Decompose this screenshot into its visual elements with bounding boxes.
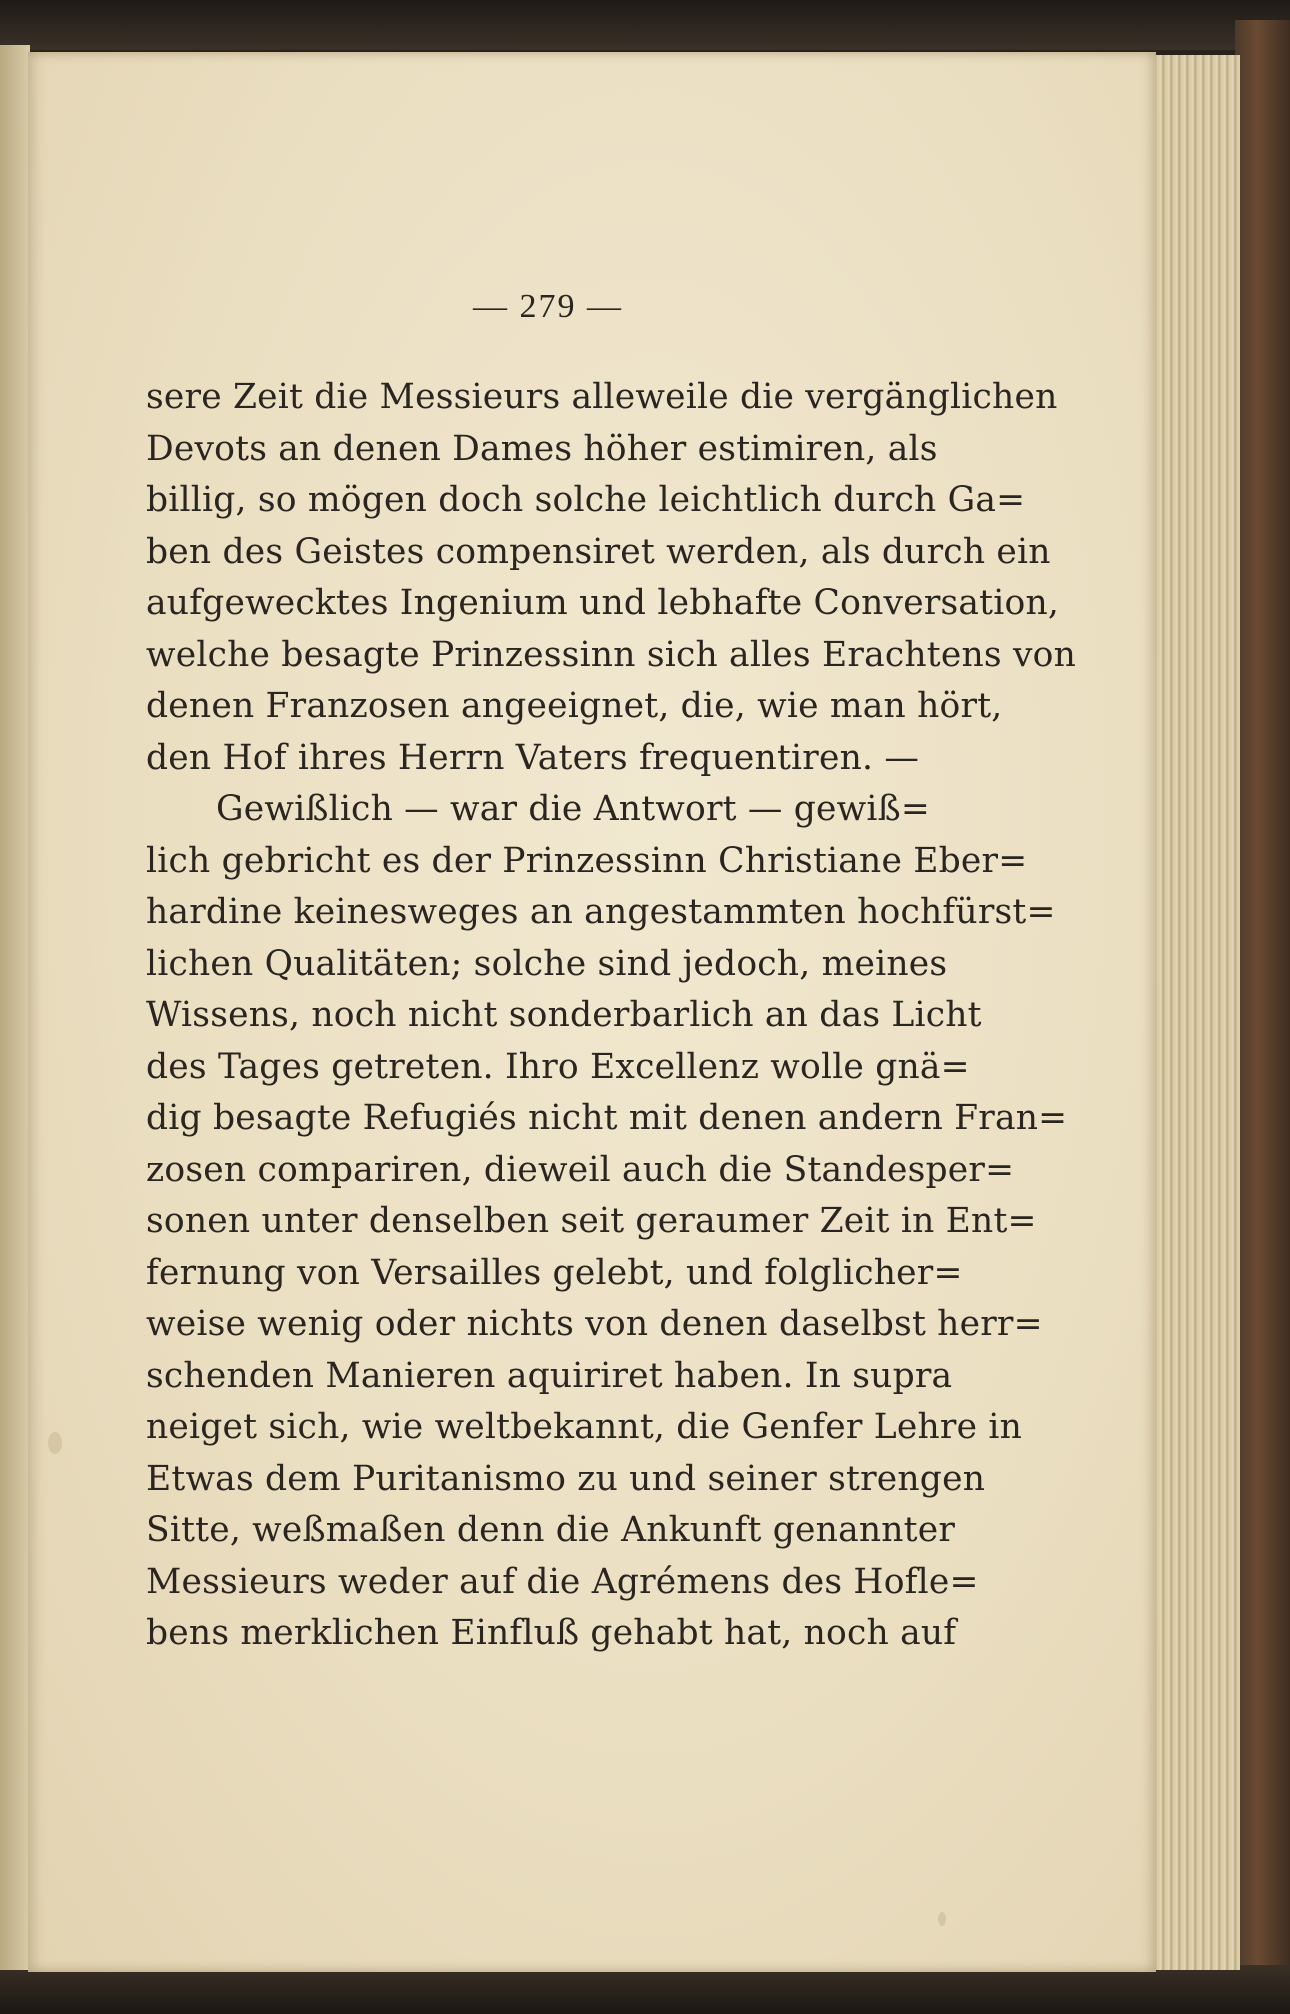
text-line: dig besagte Refugiés nicht mit denen andern Fran= <box>146 1098 1068 1138</box>
text-line: lich gebricht es der Prinzessinn Christiane Eber= <box>146 840 1028 881</box>
text-line: Sitte, weßmaßen denn die Ankunft genannter <box>146 1510 956 1550</box>
book-page <box>28 52 1156 1972</box>
book-cover-right <box>1235 20 1290 2014</box>
text-line: denen Franzosen angeeignet, die, wie man hört, <box>146 686 1003 726</box>
text-line: Messieurs weder auf die Agrémens des Hofle= <box>146 1561 979 1602</box>
page-edges <box>1150 55 1240 1970</box>
text-line: neiget sich, wie weltbekannt, die Genfer Lehre in <box>146 1407 1023 1447</box>
text-line: Wissens, noch nicht sonderbarlich an das Licht <box>146 995 982 1035</box>
binding-gutter <box>0 45 30 1970</box>
text-line: Gewißlich — war die Antwort — gewiß= <box>216 789 930 829</box>
text-line: billig, so mögen doch solche leichtlich durch Ga= <box>146 480 1026 520</box>
text-line: sonen unter denselben seit geraumer Zeit in Ent= <box>146 1201 1037 1241</box>
text-line: schenden Manieren aquiriret haben. In supra <box>146 1355 953 1396</box>
page-stain <box>48 1432 62 1454</box>
book-cover-bottom <box>0 1965 1290 2014</box>
text-line: welche besagte Prinzessinn sich alles Erachtens von <box>146 634 1077 675</box>
text-line: lichen Qualitäten; solche sind jedoch, meines <box>146 943 948 984</box>
text-line: weise wenig oder nichts von denen daselbst herr= <box>146 1304 1043 1344</box>
text-line: bens merklichen Einfluß gehabt hat, noch auf <box>146 1613 957 1653</box>
text-line: des Tages getreten. Ihro Excellenz wolle gnä= <box>146 1046 970 1087</box>
text-line: fernung von Versailles gelebt, und folglicher= <box>146 1252 963 1293</box>
text-line: aufgewecktes Ingenium und lebhafte Conversation, <box>146 583 1060 623</box>
body-text <box>146 372 1077 1660</box>
text-line: ben des Geistes compensiret werden, als durch ein <box>146 531 1051 572</box>
page-number: — 279 — <box>473 288 623 325</box>
text-line: Etwas dem Puritanismo zu und seiner strengen <box>146 1458 986 1499</box>
page-stain <box>938 1912 946 1926</box>
text-line: Devots an denen Dames höher estimiren, als <box>146 428 938 469</box>
text-line: hardine keinesweges an angestammten hochfürst= <box>146 892 1056 932</box>
text-line: sere Zeit die Messieurs alleweile die vergänglichen <box>146 377 1058 417</box>
text-line: zosen compariren, dieweil auch die Standesper= <box>146 1149 1015 1190</box>
text-line: den Hof ihres Herrn Vaters frequentiren. — <box>146 737 920 778</box>
book-cover-top <box>0 0 1290 50</box>
